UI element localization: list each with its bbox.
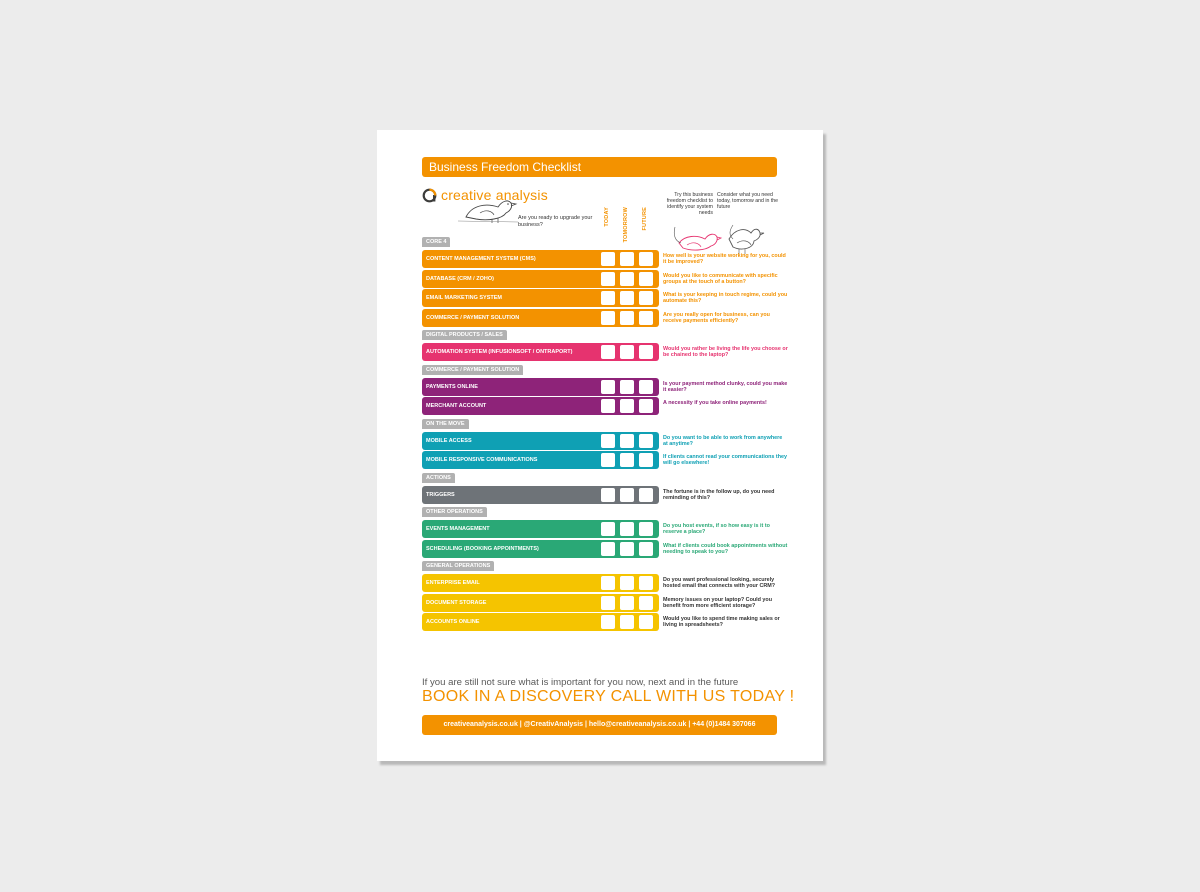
checkbox-today[interactable] xyxy=(601,291,615,305)
checklist-row-label: MOBILE RESPONSIVE COMMUNICATIONS xyxy=(426,457,538,463)
checklist-row xyxy=(422,270,659,288)
checkbox-tomorrow[interactable] xyxy=(620,615,634,629)
cta-subtitle: If you are still not sure what is important for you now, next and in the future xyxy=(422,677,739,688)
checkbox-today[interactable] xyxy=(601,380,615,394)
checkbox-tomorrow[interactable] xyxy=(620,576,634,590)
checklist-row xyxy=(422,540,659,558)
checkbox-tomorrow[interactable] xyxy=(620,291,634,305)
column-header-today: TODAY xyxy=(604,207,610,227)
section-label: CORE 4 xyxy=(422,237,450,247)
checkbox-future[interactable] xyxy=(639,596,653,610)
checklist-row-label: MERCHANT ACCOUNT xyxy=(426,403,487,409)
section-label: DIGITAL PRODUCTS / SALES xyxy=(422,330,507,340)
checklist-row xyxy=(422,289,659,307)
checkbox-tomorrow[interactable] xyxy=(620,453,634,467)
checkbox-tomorrow[interactable] xyxy=(620,399,634,413)
section-label: GENERAL OPERATIONS xyxy=(422,561,494,571)
checklist-row-question: What if clients could book appointments without needing to speak to you? xyxy=(663,542,788,555)
checklist-row-label: MOBILE ACCESS xyxy=(426,437,472,444)
checkbox-today[interactable] xyxy=(601,399,615,413)
checklist-row-question: The fortune is in the follow up, do you need reminding of this? xyxy=(663,488,775,501)
checklist-row-question: Would you rather be living the life you choose or be chained to the laptop? xyxy=(663,346,788,358)
checkbox-today[interactable] xyxy=(601,272,615,286)
checklist-row-label: TRIGGERS xyxy=(426,491,455,498)
checkbox-today[interactable] xyxy=(601,542,615,556)
checkbox-future[interactable] xyxy=(639,522,653,536)
checklist-row-label: ACCOUNTS ONLINE xyxy=(426,619,480,625)
section-label: ACTIONS xyxy=(422,473,455,483)
section-label: COMMERCE / PAYMENT SOLUTION xyxy=(422,365,523,375)
document-title: Business Freedom Checklist xyxy=(422,157,777,177)
checklist-row-question: Are you really open for business, can you receive payments efficiently? xyxy=(663,311,770,324)
checklist-document xyxy=(377,130,823,761)
section-label: ON THE MOVE xyxy=(422,419,469,429)
checklist-row-question: Do you want to be able to work from anywhere at anytime? xyxy=(663,434,783,447)
section-label: OTHER OPERATIONS xyxy=(422,507,487,517)
checkbox-today[interactable] xyxy=(601,345,615,359)
checkbox-today[interactable] xyxy=(601,453,615,467)
checklist-row-label: COMMERCE / PAYMENT SOLUTION xyxy=(426,314,520,321)
checkbox-future[interactable] xyxy=(639,291,653,305)
checkbox-today[interactable] xyxy=(601,488,615,502)
checkbox-today[interactable] xyxy=(601,311,615,325)
checkbox-tomorrow[interactable] xyxy=(620,272,634,286)
checkbox-tomorrow[interactable] xyxy=(620,542,634,556)
checklist-row-label: DOCUMENT STORAGE xyxy=(426,599,487,606)
checkbox-future[interactable] xyxy=(639,576,653,590)
creative-analysis-logo-icon xyxy=(422,188,437,203)
checkbox-tomorrow[interactable] xyxy=(620,488,634,502)
intro-left-text: Are you ready to upgrade your business? xyxy=(518,215,593,228)
checkbox-today[interactable] xyxy=(601,596,615,610)
checkbox-tomorrow[interactable] xyxy=(620,311,634,325)
checklist-row-label: DATABASE (CRM / ZOHO) xyxy=(426,275,494,282)
checklist-row-label: EMAIL MARKETING SYSTEM xyxy=(426,295,502,301)
checkbox-today[interactable] xyxy=(601,576,615,590)
column-header-future: FUTURE xyxy=(642,207,648,231)
checkbox-today[interactable] xyxy=(601,434,615,448)
checklist-row-question: Is your payment method clunky, could you make it easier? xyxy=(663,380,788,393)
checkbox-today[interactable] xyxy=(601,252,615,266)
checkbox-future[interactable] xyxy=(639,272,653,286)
checkbox-tomorrow[interactable] xyxy=(620,596,634,610)
checklist-row-question: If clients cannot read your communications they will go elsewhere! xyxy=(663,454,788,466)
checkbox-today[interactable] xyxy=(601,522,615,536)
checkbox-tomorrow[interactable] xyxy=(620,434,634,448)
checkbox-tomorrow[interactable] xyxy=(620,380,634,394)
checklist-row-question: Do you want professional looking, securely hosted email that connects with your CRM? xyxy=(663,577,776,589)
checklist-row xyxy=(422,378,659,396)
checklist-row xyxy=(422,432,659,450)
checklist-row-question: How well is your website working for you, could it be improved? xyxy=(663,253,786,265)
intro-middle-text: Try this business freedom checklist to identify your system needs xyxy=(666,192,713,216)
checkbox-tomorrow[interactable] xyxy=(620,522,634,536)
checklist-row xyxy=(422,250,659,268)
checkbox-future[interactable] xyxy=(639,615,653,629)
checklist-row xyxy=(422,520,659,538)
checklist-row xyxy=(422,594,659,612)
checklist-row xyxy=(422,451,659,469)
checklist-row xyxy=(422,486,659,504)
column-header-tomorrow: TOMORROW xyxy=(623,207,629,243)
checklist-row xyxy=(422,309,659,327)
checklist-row-label: SCHEDULING (BOOKING APPOINTMENTS) xyxy=(426,545,539,552)
checklist-row-question: Would you like to communicate with specific groups at the touch of a button? xyxy=(663,272,778,285)
checkbox-future[interactable] xyxy=(639,252,653,266)
checkbox-future[interactable] xyxy=(639,434,653,448)
intro-right-text: Consider what you need today, tomorrow and in the future xyxy=(717,192,779,210)
checklist-row xyxy=(422,613,659,631)
checklist-row-question: A necessity if you take online payments! xyxy=(663,400,767,406)
checkbox-future[interactable] xyxy=(639,380,653,394)
checklist-row-label: PAYMENTS ONLINE xyxy=(426,383,478,390)
checklist-row-question: What is your keeping in touch regime, could you automate this? xyxy=(663,292,788,304)
checkbox-future[interactable] xyxy=(639,399,653,413)
checkbox-future[interactable] xyxy=(639,345,653,359)
checklist-row-label: ENTERPRISE EMAIL xyxy=(426,580,480,586)
checkbox-tomorrow[interactable] xyxy=(620,252,634,266)
checkbox-future[interactable] xyxy=(639,453,653,467)
cta-headline: BOOK IN A DISCOVERY CALL WITH US TODAY ! xyxy=(422,688,795,705)
checkbox-future[interactable] xyxy=(639,542,653,556)
checklist-row xyxy=(422,574,659,592)
logo-text: creative analysis xyxy=(441,187,548,203)
checklist-row-label: AUTOMATION SYSTEM (INFUSIONSOFT / ONTRAPORT) xyxy=(426,349,573,355)
checkbox-future[interactable] xyxy=(639,311,653,325)
checklist-row-label: EVENTS MANAGEMENT xyxy=(426,526,490,532)
checklist-row xyxy=(422,397,659,415)
checkbox-tomorrow[interactable] xyxy=(620,345,634,359)
checkbox-today[interactable] xyxy=(601,615,615,629)
checklist-row-label: CONTENT MANAGEMENT SYSTEM (CMS) xyxy=(426,256,536,262)
checklist-row-question: Do you host events, if so how easy is it to reserve a place? xyxy=(663,523,770,535)
checkbox-future[interactable] xyxy=(639,488,653,502)
checklist-row xyxy=(422,343,659,361)
bird-illustration-icon xyxy=(458,191,518,223)
checklist-row-question: Memory issues on your laptop? Could you benefit from more efficient storage? xyxy=(663,596,773,609)
two-birds-illustration-icon xyxy=(667,221,767,255)
contact-footer: creativeanalysis.co.uk | @CreativAnalysis | hello@creativeanalysis.co.uk | +44 (0)1484 307066 xyxy=(422,715,777,735)
checklist-row-question: Would you like to spend time making sales or living in spreadsheets? xyxy=(663,616,780,628)
